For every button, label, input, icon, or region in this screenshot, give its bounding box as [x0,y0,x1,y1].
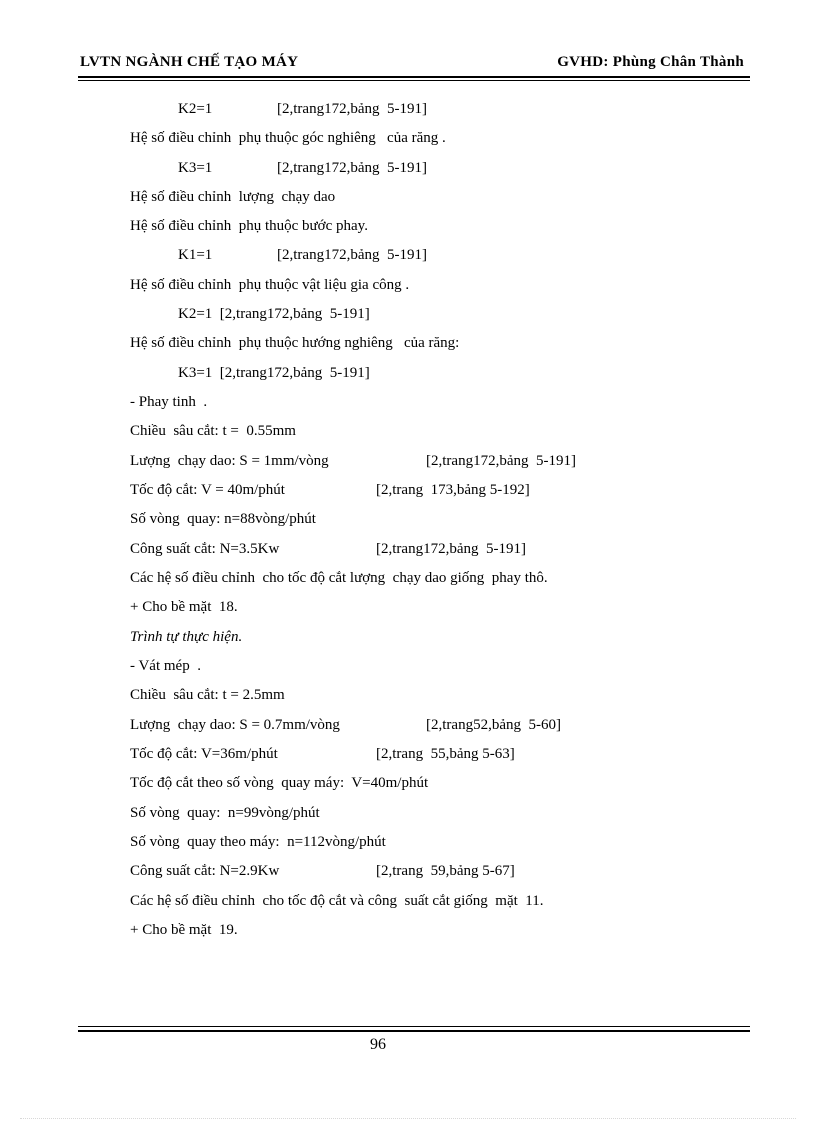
page-header-left: LVTN NGÀNH CHẾ TẠO MÁY [80,54,299,70]
body-line: Tốc độ cắt: V=36m/phút [130,746,278,762]
body-reference: [2,trang172,bảng 5-191] [426,453,576,469]
body-reference: [2,trang172,bảng 5-191] [277,101,427,117]
body-line: Số vòng quay theo máy: n=112vòng/phút [130,834,386,850]
body-line: Các hệ số điều chỉnh cho tốc độ cắt và công suất cắt giống mặt 11. [130,893,544,909]
body-line: Lượng chạy dao: S = 0.7mm/vòng [130,717,340,733]
body-line: K3=1 [178,160,213,176]
body-reference: [2,trang 173,bảng 5-192] [376,482,530,498]
header-rule-thick [78,76,750,78]
body-reference: [2,trang 55,bảng 5-63] [376,746,515,762]
header-rule-thin [78,80,750,81]
body-line: Các hệ số điều chỉnh cho tốc độ cắt lượng chạy dao giống phay thô. [130,570,548,586]
body-reference: [2,trang172,bảng 5-191] [277,247,427,263]
body-line: Hệ số điều chỉnh phụ thuộc góc nghiêng của răng . [130,130,446,146]
body-line: Hệ số điều chỉnh lượng chạy dao [130,189,336,205]
body-line: Chiều sâu cắt: t = 0.55mm [130,423,296,439]
body-reference: [2,trang 59,bảng 5-67] [376,863,515,879]
body-line: - Vát mép . [130,658,201,674]
body-line: Hệ số điều chỉnh phụ thuộc bước phay. [130,218,368,234]
body-line: K1=1 [178,247,213,263]
body-line: Lượng chạy dao: S = 1mm/vòng [130,453,329,469]
body-line: Công suất cắt: N=2.9Kw [130,863,280,879]
body-line: Số vòng quay: n=88vòng/phút [130,511,316,527]
footer-rule-thin [78,1026,750,1027]
footer-rule-thick [78,1030,750,1032]
body-line: Số vòng quay: n=99vòng/phút [130,805,320,821]
body-line: Công suất cắt: N=3.5Kw [130,541,280,557]
body-line: Tốc độ cắt theo số vòng quay máy: V=40m/phút [130,775,429,791]
body-line: + Cho bề mặt 18. [130,599,238,615]
body-line: K2=1 [178,101,213,117]
page-number: 96 [370,1036,386,1053]
page-edge [20,1118,796,1119]
body-line: K2=1 [2,trang172,bảng 5-191] [178,306,370,322]
body-line: + Cho bề mặt 19. [130,922,238,938]
page-header-right: GVHD: Phùng Chân Thành [557,54,744,70]
body-line: Hệ số điều chỉnh phụ thuộc hướng nghiêng của răng: [130,335,460,351]
body-line: K3=1 [2,trang172,bảng 5-191] [178,365,370,381]
section-heading: Trình tự thực hiện. [130,629,243,645]
body-line: Chiều sâu cắt: t = 2.5mm [130,687,285,703]
body-reference: [2,trang172,bảng 5-191] [376,541,526,557]
body-line: Tốc độ cắt: V = 40m/phút [130,482,285,498]
body-line: Hệ số điều chỉnh phụ thuộc vật liệu gia công . [130,277,410,293]
body-reference: [2,trang52,bảng 5-60] [426,717,561,733]
body-reference: [2,trang172,bảng 5-191] [277,160,427,176]
body-line: - Phay tinh . [130,394,208,410]
